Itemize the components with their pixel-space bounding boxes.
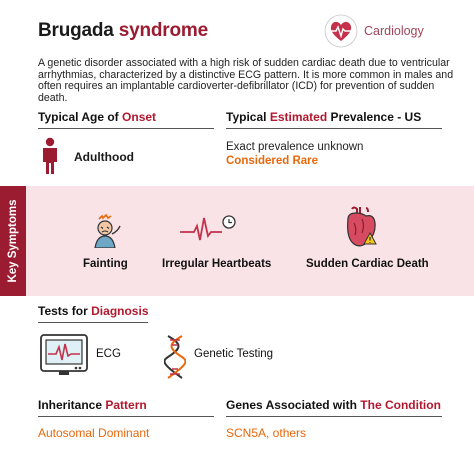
onset-header-prefix: Typical Age of — [38, 110, 119, 124]
dna-icon — [164, 334, 186, 380]
divider — [38, 322, 148, 323]
heartbeat-clock-icon — [180, 212, 240, 242]
genes-header-prefix: Genes Associated with — [226, 398, 357, 412]
heart-warning-icon — [340, 205, 382, 249]
symptom-irregular-heartbeats-label: Irregular Heartbeats — [162, 258, 272, 270]
inheritance-header — [38, 398, 147, 412]
prevalence-header — [226, 110, 421, 124]
genes-header — [226, 398, 441, 412]
onset-header-accent: Onset — [122, 110, 157, 124]
symptom-sudden-cardiac-death-label: Sudden Cardiac Death — [306, 258, 429, 270]
inheritance-header-accent: Pattern — [105, 398, 147, 412]
title-part1: Brugada — [38, 20, 114, 41]
onset-value: Adulthood — [74, 150, 134, 164]
divider — [226, 128, 442, 129]
tests-header — [38, 304, 149, 318]
prevalence-line1: Exact prevalence unknown — [226, 141, 364, 153]
test-ecg-label: ECG — [96, 348, 121, 360]
ecg-monitor-icon — [40, 334, 88, 376]
brand-name: Cardiology — [364, 24, 424, 38]
person-icon — [40, 137, 60, 175]
onset-header — [38, 110, 156, 124]
prevalence-header-suffix: Prevalence - US — [330, 110, 422, 124]
prevalence-header-accent: Estimated — [269, 110, 328, 124]
tests-header-accent: Diagnosis — [91, 304, 149, 318]
symptoms-tab — [0, 186, 26, 296]
fainting-person-icon — [90, 208, 124, 248]
page-title — [38, 20, 208, 42]
prevalence-line2: Considered Rare — [226, 155, 319, 167]
genes-value: SCN5A, others — [226, 426, 307, 440]
inheritance-header-prefix: Inheritance — [38, 398, 103, 412]
cardiology-logo-icon — [324, 14, 358, 48]
divider — [38, 416, 214, 417]
title-part2: syndrome — [118, 20, 208, 41]
description: A genetic disorder associated with a high risk of sudden cardiac death due to ventricular arrhythmias, characterized by a distinctive ECG pattern. It is more common in males and often requires an implantable cardioverter-defibrillator (ICD) for prevention of sudden death. — [38, 57, 454, 104]
symptoms-tab-label: Key Symptoms — [7, 199, 19, 283]
prevalence-header-prefix: Typical — [226, 110, 267, 124]
divider — [226, 416, 442, 417]
inheritance-value: Autosomal Dominant — [38, 426, 150, 440]
tests-header-prefix: Tests for — [38, 304, 88, 318]
genes-header-accent: The Condition — [360, 398, 441, 412]
symptom-fainting-label: Fainting — [83, 258, 128, 270]
test-genetic-testing-label: Genetic Testing — [194, 348, 274, 360]
divider — [38, 128, 214, 129]
